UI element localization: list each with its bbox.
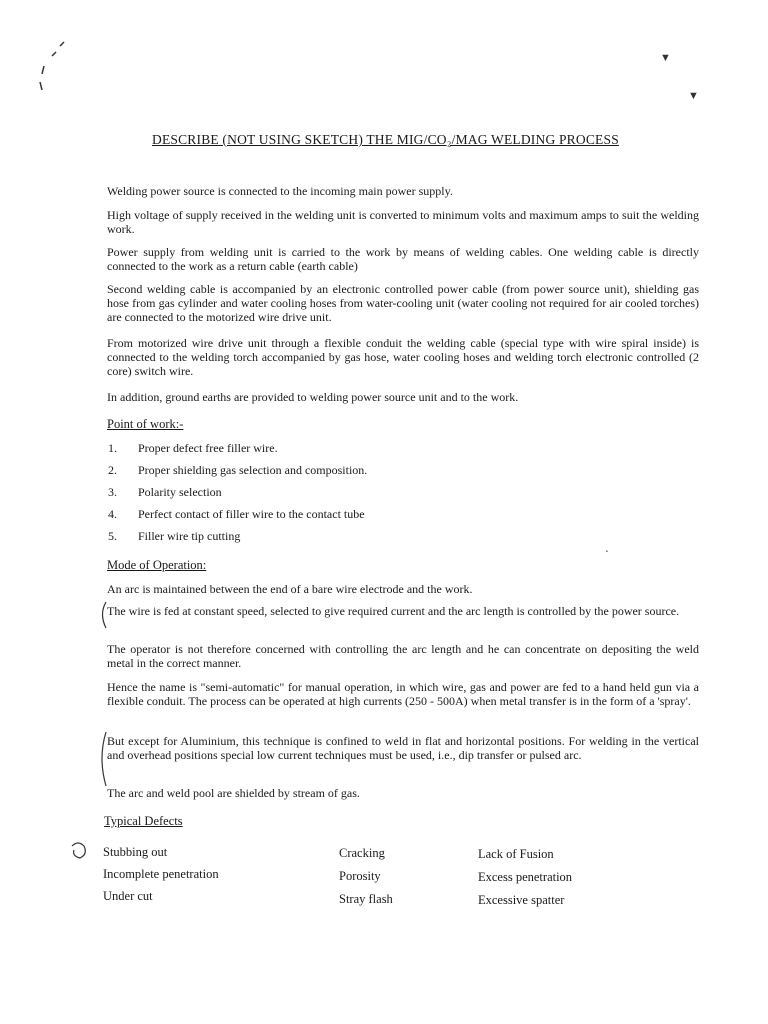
operation-paragraph-1: An arc is maintained between the end of a bare wire electrode and the work. (107, 582, 473, 596)
list-number: 4. (108, 507, 117, 521)
defect-item: Incomplete penetration (103, 867, 219, 881)
defect-item: Under cut (103, 889, 153, 903)
margin-bracket (98, 600, 108, 630)
intro-paragraph-4: Second welding cable is accompanied by an electronic controlled power cable (from power source unit), shielding gas hose from gas cylinder and water cooling hoses from water-cooling unit (water cooling not required for air cooled torches) are connected to the motorized wire drive unit. (107, 282, 699, 324)
margin-scribble-defects (68, 840, 90, 862)
list-number: 1. (108, 441, 117, 455)
defect-item: Porosity (339, 869, 381, 883)
mode-of-operation-heading: Mode of Operation: (107, 558, 207, 572)
list-item: Perfect contact of filler wire to the contact tube (138, 507, 365, 521)
defect-item: Lack of Fusion (478, 847, 554, 861)
typical-defects-heading: Typical Defects (104, 814, 183, 828)
list-item: Filler wire tip cutting (138, 529, 241, 543)
scan-speck: ▼ (688, 90, 699, 102)
defect-item: Excess penetration (478, 870, 573, 884)
operation-paragraph-3: The operator is not therefore concerned with controlling the arc length and he can concentrate on depositing the weld metal in the correct manner. (107, 642, 699, 670)
intro-paragraph-3: Power supply from welding unit is carried to the work by means of welding cables. One welding cable is directly connected to the work as a return cable (earth cable) (107, 245, 699, 273)
list-item: Proper defect free filler wire. (138, 441, 278, 455)
defect-item: Stubbing out (103, 845, 168, 859)
margin-scribble-top-left (30, 38, 70, 98)
defect-item: Stray flash (339, 892, 393, 906)
operation-paragraph-4: Hence the name is "semi-automatic" for manual operation, in which wire, gas and power are fed to a hand held gun via a flexible conduit. The process can be operated at high currents (250 - 500A) when metal transfer is in the form of a 'spray'. (107, 680, 699, 708)
list-item: Proper shielding gas selection and composition. (138, 463, 368, 477)
point-of-work-heading: Point of work:- (107, 417, 184, 431)
operation-paragraph-5: But except for Aluminium, this technique is confined to weld in flat and horizontal positions. For welding in the vertical and overhead positions special low current techniques must be used, i.e., dip transfer or pulsed arc. (107, 734, 699, 762)
defect-item: Excessive spatter (478, 893, 565, 907)
list-number: 2. (108, 463, 117, 477)
scan-speck: ⋅ (605, 546, 609, 558)
margin-bracket (96, 730, 108, 790)
intro-paragraph-1: Welding power source is connected to the incoming main power supply. (107, 184, 453, 198)
intro-paragraph-2: High voltage of supply received in the welding unit is converted to minimum volts and maximum amps to suit the welding work. (107, 208, 699, 236)
operation-paragraph-2: The wire is fed at constant speed, selected to give required current and the arc length is controlled by the power source. (107, 604, 680, 618)
list-number: 5. (108, 529, 117, 543)
list-item: Polarity selection (138, 485, 222, 499)
intro-paragraph-6: In addition, ground earths are provided to welding power source unit and to the work. (107, 390, 519, 404)
page-title: DESCRIBE (NOT USING SKETCH) THE MIG/CO₂/MAG WELDING PROCESS (152, 132, 619, 147)
scan-speck: ▼ (660, 52, 671, 64)
intro-paragraph-5: From motorized wire drive unit through a flexible conduit the welding cable (special type with wire spiral inside) is connected to the welding torch accompanied by gas hose, water cooling hoses and welding torch electronic controlled (2 core) switch wire. (107, 336, 699, 378)
list-number: 3. (108, 485, 117, 499)
operation-paragraph-6: The arc and weld pool are shielded by stream of gas. (107, 786, 360, 800)
defect-item: Cracking (339, 846, 385, 860)
